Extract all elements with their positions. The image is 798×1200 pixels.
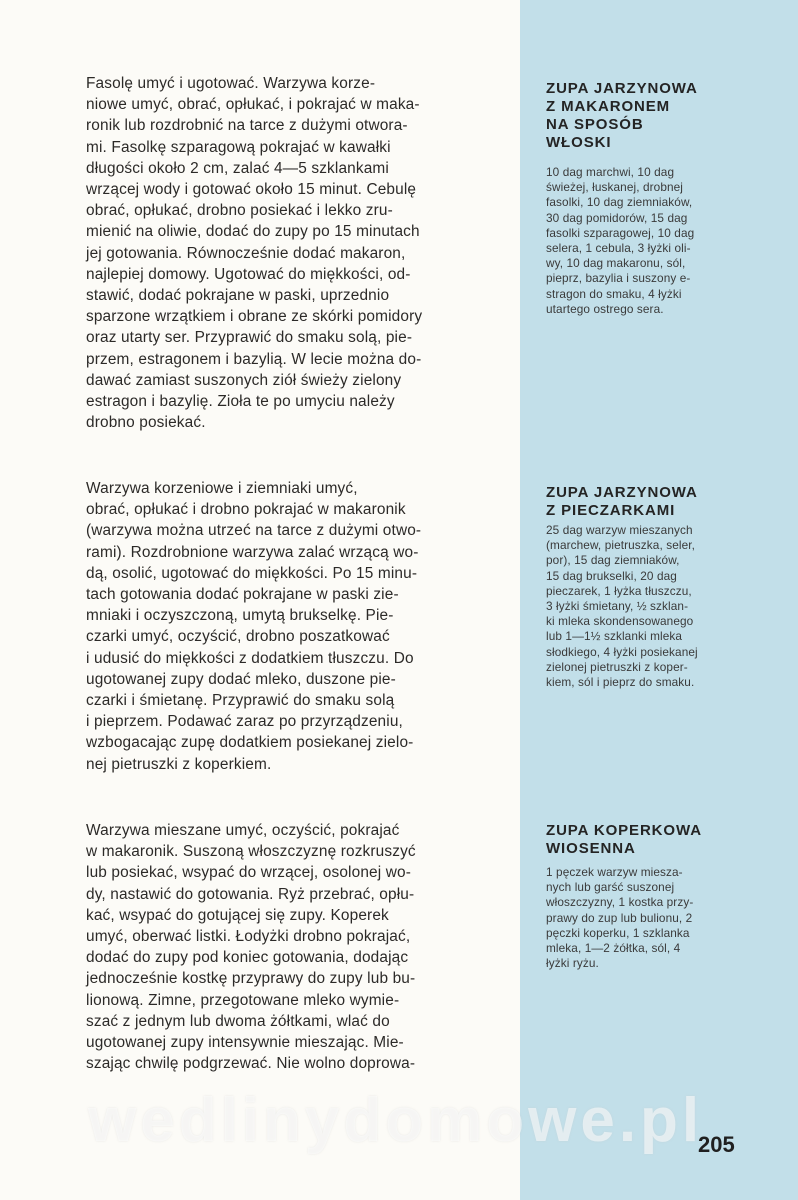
- recipe-1-title: ZUPA JARZYNOWA Z MAKARONEM NA SPOSÓB WŁOSKI: [546, 80, 698, 151]
- recipe-2-ingredients: 25 dag warzyw mieszanych (marchew, pietruszka, seler, por), 15 dag ziemniaków, 15 dag brukselki, 20 dag pieczarek, 1 łyżka tłuszczu, 3 łyżki śmietany, ½ szklan- ki mleka skondensowanego lub 1—1½ szklanki mleka słodkiego, 4 łyżki posiekanej zielonej pietruszki z koper- kiem, sól i pieprz do smaku.: [546, 523, 698, 690]
- watermark: wedlinydomowe.pl: [88, 1086, 704, 1155]
- recipe-3-title: ZUPA KOPERKOWA WIOSENNA: [546, 822, 702, 857]
- recipe-1-ingredients: 10 dag marchwi, 10 dag świeżej, łuskanej, drobnej fasolki, 10 dag ziemniaków, 30 dag pomidorów, 15 dag fasolki szparagowej, 10 dag selera, 1 cebula, 3 łyżki oli- wy, 10 dag makaronu, sól, pieprz, bazylia i suszony e- stragon do smaku, 4 łyżki utartego ostrego sera.: [546, 165, 695, 316]
- recipe-3-ingredients: 1 pęczek warzyw miesza- nych lub garść suszonej włoszczyzny, 1 kostka przy- prawy do zup lub bulionu, 2 pęczki koperku, 1 szklanka mleka, 1—2 żółtka, sól, 4 łyżki ryżu.: [546, 865, 694, 971]
- recipe-3-method: Warzywa mieszane umyć, oczyścić, pokrajać w makaronik. Suszoną włoszczyznę rozkruszyć lub posiekać, wsypać do wrzącej, osolonej wo- dy, nastawić do gotowania. Ryż przebrać, opłu- kać, wsypać do gotującej się zupy. Koperek umyć, oberwać listki. Łodyżki drobno pokrajać, dodać do zupy pod koniec gotowania, dodając jednocześnie kostkę przyprawy do zupy lub bu- lionową. Zimne, przegotowane mleko wymie- szać z jednym lub dwoma żółtkami, wlać do ugotowanej zupy intensywnie mieszając. Mie- szając chwilę podgrzewać. Nie wolno doprowa-: [86, 822, 416, 1073]
- recipe-1-method: Fasolę umyć i ugotować. Warzywa korze- niowe umyć, obrać, opłukać, i pokrajać w maka- ronik lub rozdrobnić na tarce z dużymi otwora- mi. Fasolkę szparagową pokrajać w kawałki długości około 2 cm, zalać 4—5 szklankami wrzącej wody i gotować około 15 minut. Cebulę obrać, opłukać, drobno posiekać i lekko zru- mienić na oliwie, dodać do zupy po 15 minutach jej gotowania. Równocześnie dodać makaron, najlepiej domowy. Ugotować do miękkości, od- stawić, dodać pokrajane w paski, uprzednio sparzone wrzątkiem i obrane ze skórki pomidory oraz utarty ser. Przyprawić do smaku solą, pie- przem, estragonem i bazylią. W lecie można do- dawać zamiast suszonych ziół świeży zielony estragon i bazylię. Zioła te po umyciu należy drobno posiekać.: [86, 75, 423, 432]
- page-number: 205: [698, 1132, 735, 1157]
- recipe-2-title: ZUPA JARZYNOWA Z PIECZARKAMI: [546, 484, 698, 519]
- recipe-2-method: Warzywa korzeniowe i ziemniaki umyć, obrać, opłukać i drobno pokrajać w makaronik (warzywa można utrzeć na tarce z dużymi otwo- rami). Rozdrobnione warzywa zalać wrzącą wo- dą, osolić, ugotować do miękkości. Po 15 minu- tach gotowania dodać pokrajane w paski zie- mniaki i oczyszczoną, umytą brukselkę. Pie- czarki umyć, oczyścić, drobno poszatkować i udusić do miękkości z dodatkiem tłuszczu. Do ugotowanej zupy dodać mleko, duszone pie- czarki i śmietanę. Przyprawić do smaku solą i pieprzem. Podawać zaraz po przyrządzeniu, wzbogacając zupę dodatkiem posiekanej zielo- nej pietruszki z koperkiem.: [86, 480, 422, 773]
